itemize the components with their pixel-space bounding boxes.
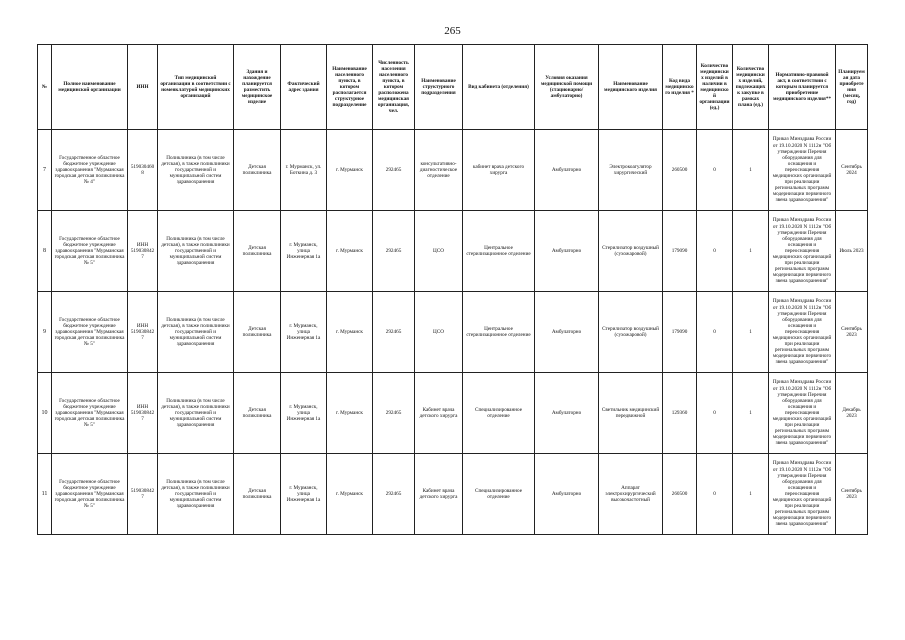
inn: ИНН 5190308427	[128, 292, 158, 373]
table-row	[38, 211, 868, 292]
equipment-table	[37, 44, 868, 535]
device-code: 129360	[663, 373, 697, 454]
header-cell: Здания и нахождение планируется разместить медицинское изделие	[234, 45, 281, 130]
unit: Кабинет врача детского хирурга	[415, 454, 463, 535]
conditions: Амбулаторно	[535, 211, 599, 292]
address: г. Мурманск, улица Инженерная 1а	[281, 454, 327, 535]
row-number: 10	[38, 373, 52, 454]
org-name: Государственное областное бюджетное учреждение здравоохранения "Мурманская городская детская поликлиника № 5"	[52, 454, 128, 535]
device: Стерилизатор воздушный (сухожаровой)	[599, 211, 663, 292]
address: г. Мурманск, улица Инженерная 1а	[281, 373, 327, 454]
device-code: 260500	[663, 454, 697, 535]
qty-buy: 1	[733, 454, 769, 535]
cabinet: Специализированное отделение	[463, 373, 535, 454]
device: Стерилизатор воздушный (сухожаровой)	[599, 292, 663, 373]
settlement: г. Мурманск	[327, 373, 373, 454]
inn: 5190304608	[128, 130, 158, 211]
population: 292465	[373, 454, 415, 535]
org-name: Государственное областное бюджетное учреждение здравоохранения "Мурманская городская детская поликлиника № 5"	[52, 373, 128, 454]
legal-act: Приказ Минздрава России от 19.10.2020 N 1112н "Об утверждении Перечня оборудования для оснащения и переоснащения медицинских организаций при реализации региональных программ модернизации первичного звена здравоохранения"	[769, 292, 836, 373]
address: г. Мурманск, улица Инженерная 1а	[281, 211, 327, 292]
device: Аппарат электрохирургический высокочастотный	[599, 454, 663, 535]
unit: Кабинет врача детского хирурга	[415, 373, 463, 454]
header-cell: Вид кабинета (отделения)	[463, 45, 535, 130]
table-header-row	[38, 45, 868, 130]
row-number: 8	[38, 211, 52, 292]
building: Детская поликлиника	[234, 130, 281, 211]
qty-buy: 1	[733, 292, 769, 373]
device: Электрокоагулятор хирургический	[599, 130, 663, 211]
planned-date: Сентябрь 2023	[836, 292, 868, 373]
org-name: Государственное областное бюджетное учреждение здравоохранения "Мурманская городская детская поликлиника № 5"	[52, 292, 128, 373]
legal-act: Приказ Минздрава России от 19.10.2020 N 1112н "Об утверждении Перечня оборудования для оснащения и переоснащения медицинских организаций при реализации региональных программ модернизации первичного звена здравоохранения"	[769, 130, 836, 211]
row-number: 7	[38, 130, 52, 211]
header-cell: Нормативно-правовой акт, в соответствии с которым планируется приобретение медицинского изделия**	[769, 45, 836, 130]
conditions: Амбулаторно	[535, 130, 599, 211]
org-name: Государственное областное бюджетное учреждение здравоохранения "Мурманская городская детская поликлиника № 4"	[52, 130, 128, 211]
row-number: 11	[38, 454, 52, 535]
org-type: Поликлиника (в том числе детская), в также поликлиники государственной и муниципальной систем здравоохранения	[158, 211, 234, 292]
org-name: Государственное областное бюджетное учреждение здравоохранения "Мурманская городская детская поликлиника № 5"	[52, 211, 128, 292]
cabinet: Центральное стерилизационное отделение	[463, 292, 535, 373]
building: Детская поликлиника	[234, 211, 281, 292]
header-cell: Фактический адрес здания	[281, 45, 327, 130]
settlement: г. Мурманск	[327, 454, 373, 535]
header-cell: Код вида медицинского изделия *	[663, 45, 697, 130]
legal-act: Приказ Минздрава России от 19.10.2020 N 1112н "Об утверждении Перечня оборудования для оснащения и переоснащения медицинских организаций при реализации региональных программ модернизации первичного звена здравоохранения"	[769, 454, 836, 535]
header-cell: Условия оказания медицинской помощи (стационарно/амбулаторно)	[535, 45, 599, 130]
legal-act: Приказ Минздрава России от 19.10.2020 N 1112н "Об утверждении Перечня оборудования для оснащения и переоснащения медицинских организаций при реализации региональных программ модернизации первичного звена здравоохранения"	[769, 373, 836, 454]
legal-act: Приказ Минздрава России от 19.10.2020 N 1112н "Об утверждении Перечня оборудования для оснащения и переоснащения медицинских организаций при реализации региональных программ модернизации первичного звена здравоохранения"	[769, 211, 836, 292]
inn: ИНН 5190308427	[128, 211, 158, 292]
inn: ИНН 5190308427	[128, 373, 158, 454]
planned-date: Декабрь 2023	[836, 373, 868, 454]
qty-have: 0	[697, 130, 733, 211]
page-number: 265	[444, 25, 461, 37]
qty-have: 0	[697, 211, 733, 292]
settlement: г. Мурманск	[327, 130, 373, 211]
header-cell: №	[38, 45, 52, 130]
population: 292465	[373, 373, 415, 454]
header-cell: Численность населения населенного пункта, в котором расположена медицинская организация, чел.	[373, 45, 415, 130]
org-type: Поликлиника (в том числе детская), в также поликлиники государственной и муниципальной систем здравоохранения	[158, 130, 234, 211]
cabinet: Центральное стерилизационное отделение	[463, 211, 535, 292]
org-type: Поликлиника (в том числе детская), в также поликлиники государственной и муниципальной систем здравоохранения	[158, 292, 234, 373]
table-row	[38, 130, 868, 211]
cabinet: кабинет врача детского хирурга	[463, 130, 535, 211]
address: г. Мурманск, ул. Боткина д. 3	[281, 130, 327, 211]
row-number: 9	[38, 292, 52, 373]
settlement: г. Мурманск	[327, 211, 373, 292]
qty-have: 0	[697, 373, 733, 454]
conditions: Амбулаторно	[535, 373, 599, 454]
table-row	[38, 454, 868, 535]
building: Детская поликлиника	[234, 454, 281, 535]
device: Светильник медицинский передвижной	[599, 373, 663, 454]
planned-date: Сентябрь 2024	[836, 130, 868, 211]
device-code: 179090	[663, 211, 697, 292]
header-cell: Количество медицинских изделий, подлежащих к закупке в рамках плана (ед.)	[733, 45, 769, 130]
header-cell: Количество медицинских изделий в наличии в медицинской организации (ед.)	[697, 45, 733, 130]
org-type: Поликлиника (в том числе детская), в также поликлиники государственной и муниципальной систем здравоохранения	[158, 454, 234, 535]
building: Детская поликлиника	[234, 373, 281, 454]
header-cell: ИНН	[128, 45, 158, 130]
unit: ЦСО	[415, 211, 463, 292]
header-cell: Полное наименование медицинской организации	[52, 45, 128, 130]
header-cell: Планируемая дата приобретения (месяц, год)	[836, 45, 868, 130]
population: 292465	[373, 211, 415, 292]
header-cell: Тип медицинской организации в соответствии с номенклатурой медицинских организаций	[158, 45, 234, 130]
table-row	[38, 292, 868, 373]
device-code: 260500	[663, 130, 697, 211]
qty-have: 0	[697, 454, 733, 535]
building: Детская поликлиника	[234, 292, 281, 373]
qty-buy: 1	[733, 211, 769, 292]
qty-buy: 1	[733, 130, 769, 211]
table-row	[38, 373, 868, 454]
planned-date: Июль 2023	[836, 211, 868, 292]
unit: ЦСО	[415, 292, 463, 373]
conditions: Амбулаторно	[535, 454, 599, 535]
settlement: г. Мурманск	[327, 292, 373, 373]
header-cell: Наименование структурного подразделения	[415, 45, 463, 130]
planned-date: Сентябрь 2023	[836, 454, 868, 535]
header-cell: Наименование медицинского изделия	[599, 45, 663, 130]
qty-buy: 1	[733, 373, 769, 454]
header-cell: Наименование населенного пункта, в котором располагается структурное подразделение	[327, 45, 373, 130]
qty-have: 0	[697, 292, 733, 373]
cabinet: Специализированное отделение	[463, 454, 535, 535]
address: г. Мурманск, улица Инженерная 1а	[281, 292, 327, 373]
unit: консультативно-диагностическое отделение	[415, 130, 463, 211]
inn: 5190308427	[128, 454, 158, 535]
population: 292465	[373, 292, 415, 373]
org-type: Поликлиника (в том числе детская), в также поликлиники государственной и муниципальной систем здравоохранения	[158, 373, 234, 454]
device-code: 179090	[663, 292, 697, 373]
conditions: Амбулаторно	[535, 292, 599, 373]
population: 292465	[373, 130, 415, 211]
